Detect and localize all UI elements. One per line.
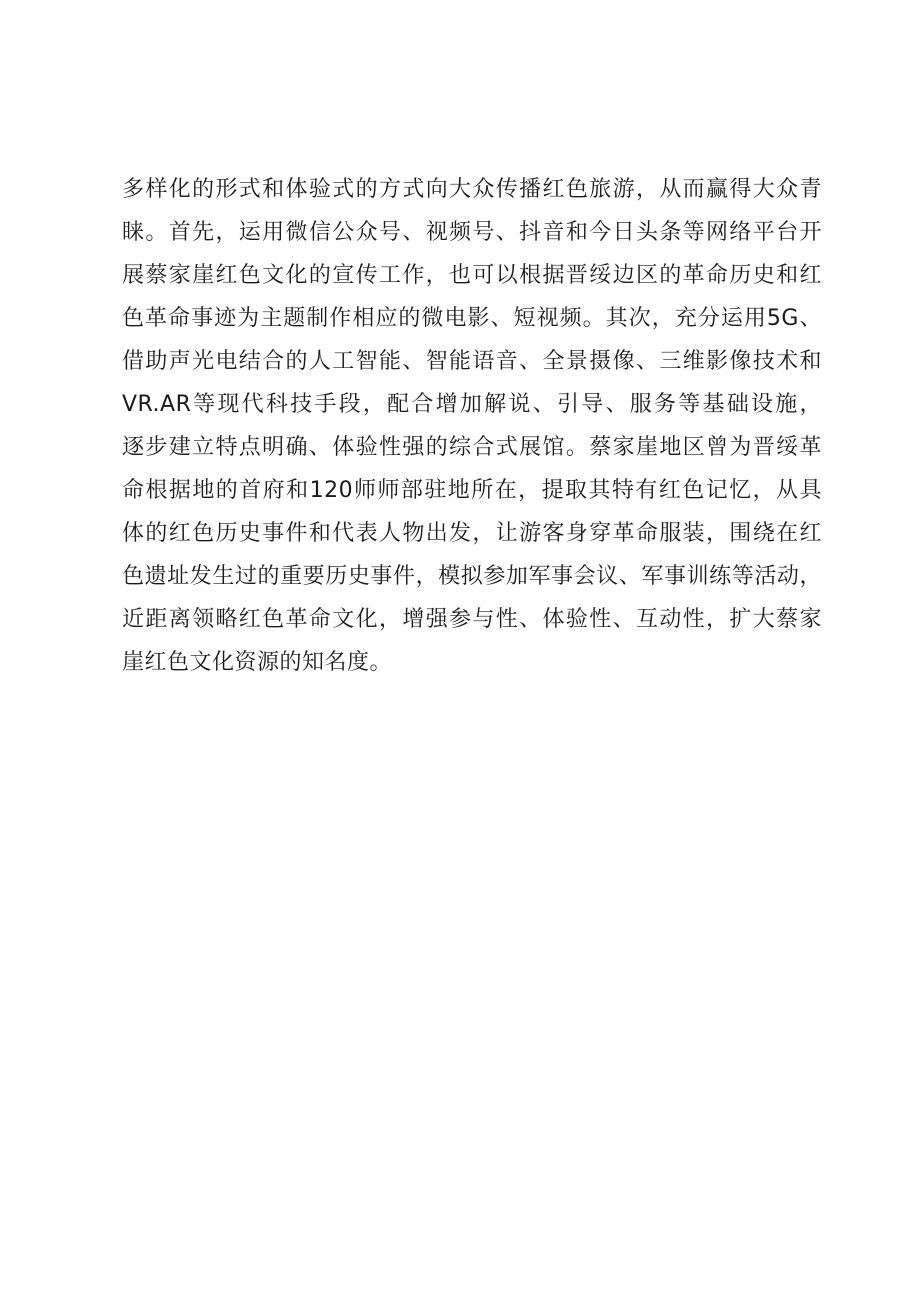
paragraph-line: 色遗址发生过的重要历史事件，模拟参加军事会议、军事训练等活动， xyxy=(122,564,822,589)
paragraph-line: 色革命事迹为主题制作相应的微电影、短视频。其次，充分运用5G、 xyxy=(122,306,822,331)
paragraph-line: 崖红色文化资源的知名度。 xyxy=(122,650,393,675)
paragraph-line: VR.AR等现代科技手段，配合增加解说、引导、服务等基础设施， xyxy=(122,392,822,417)
paragraph-line: 多样化的形式和体验式的方式向大众传播红色旅游，从而赢得大众青 xyxy=(122,177,822,202)
paragraph-line: 近距离领略红色革命文化，增强参与性、体验性、互动性，扩大蔡家 xyxy=(122,607,822,632)
paragraph-line: 展蔡家崖红色文化的宣传工作，也可以根据晋绥边区的革命历史和红 xyxy=(122,263,822,288)
paragraph-line: 睐。首先，运用微信公众号、视频号、抖音和今日头条等网络平台开 xyxy=(122,220,822,245)
paragraph-line: 体的红色历史事件和代表人物出发，让游客身穿革命服装，围绕在红 xyxy=(122,521,822,546)
paragraph-line: 逐步建立特点明确、体验性强的综合式展馆。蔡家崖地区曾为晋绥革 xyxy=(122,435,822,460)
paragraph-line: 命根据地的首府和120师师部驻地所在，提取其特有红色记忆，从具 xyxy=(122,478,822,503)
body-paragraph xyxy=(122,168,822,684)
paragraph-line: 借助声光电结合的人工智能、智能语音、全景摄像、三维影像技术和 xyxy=(122,349,822,374)
